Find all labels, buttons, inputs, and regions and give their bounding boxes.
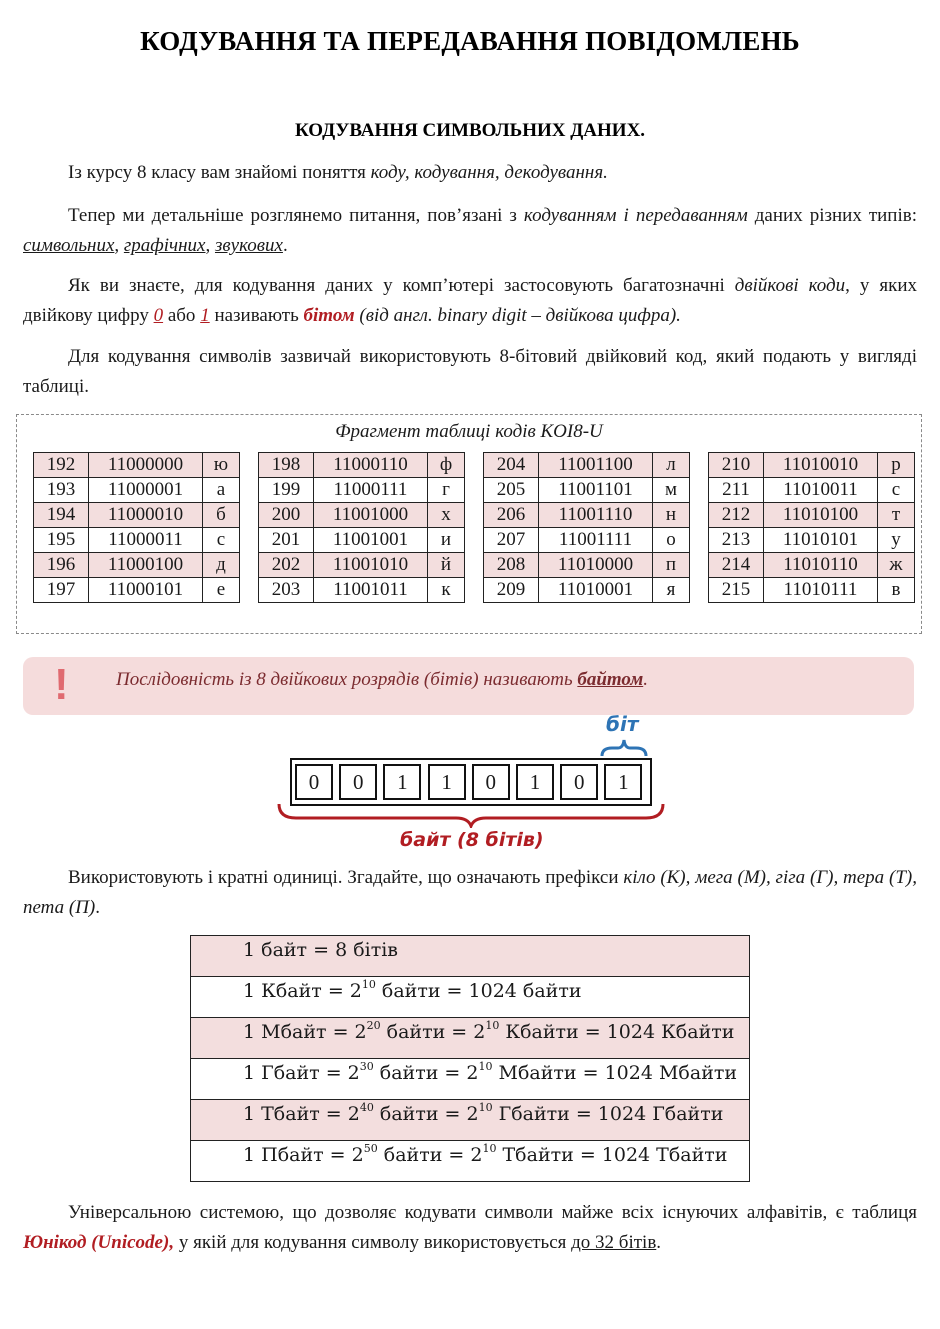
- table-row: [191, 1059, 750, 1100]
- exponent: 10: [478, 1060, 493, 1073]
- code-binary: 11001101: [539, 478, 653, 503]
- bit-cell: 0: [560, 764, 598, 800]
- units-table: [190, 935, 750, 1182]
- text: ,: [205, 235, 215, 256]
- table-row: [34, 528, 915, 553]
- text: Гбайти = 1024 Гбайти: [492, 1103, 724, 1125]
- unit-equation: [191, 1018, 750, 1059]
- code-decimal: 195: [34, 528, 89, 553]
- code-binary: 11001011: [314, 578, 428, 603]
- code-binary: 11000001: [89, 478, 203, 503]
- code-binary: 11001110: [539, 503, 653, 528]
- bit-cell: 1: [428, 764, 466, 800]
- code-symbol: ж: [878, 553, 915, 578]
- code-decimal: 204: [484, 453, 539, 478]
- code-decimal: 202: [259, 553, 314, 578]
- exponent: 10: [485, 1019, 500, 1032]
- text: байти = 2: [373, 1062, 479, 1084]
- text: у якій для кодування символу використовується: [174, 1232, 572, 1253]
- code-decimal: 209: [484, 578, 539, 603]
- code-decimal: 210: [709, 453, 764, 478]
- code-binary: 11000110: [314, 453, 428, 478]
- code-symbol: с: [878, 478, 915, 503]
- exponent: 50: [363, 1142, 378, 1155]
- exponent: 10: [361, 978, 376, 991]
- paragraph-intro: [23, 158, 917, 188]
- code-symbol: х: [428, 503, 465, 528]
- text: Тбайти = 1024 Тбайти: [496, 1144, 728, 1166]
- code-decimal: 212: [709, 503, 764, 528]
- table-gap: [465, 478, 484, 503]
- code-binary: 11010001: [539, 578, 653, 603]
- table-gap: [690, 578, 709, 603]
- table-row: [191, 1100, 750, 1141]
- code-decimal: 201: [259, 528, 314, 553]
- text: ,: [114, 235, 124, 256]
- byte-label: байт (8 бітів): [400, 829, 544, 851]
- text: 1 Кбайт = 2: [243, 980, 362, 1002]
- paragraph-8bit: [23, 342, 917, 402]
- code-symbol: й: [428, 553, 465, 578]
- code-binary: 11000111: [314, 478, 428, 503]
- code-symbol: я: [653, 578, 690, 603]
- bit-cell: 1: [604, 764, 642, 800]
- page-title: КОДУВАННЯ ТА ПЕРЕДАВАННЯ ПОВІДОМЛЕНЬ: [140, 26, 800, 56]
- text: байти = 1024 байти: [375, 980, 582, 1002]
- code-decimal: 194: [34, 503, 89, 528]
- text: , у яких двійкову цифру: [23, 275, 917, 326]
- bit-cell: 1: [383, 764, 421, 800]
- bit-brace-icon: [596, 738, 652, 758]
- code-symbol: ф: [428, 453, 465, 478]
- table-row: [191, 1141, 750, 1182]
- code-decimal: 205: [484, 478, 539, 503]
- term-graphic: графічних: [123, 235, 206, 256]
- code-symbol: в: [878, 578, 915, 603]
- table-gap: [465, 578, 484, 603]
- exponent: 10: [478, 1101, 493, 1114]
- code-decimal: 196: [34, 553, 89, 578]
- unit-equation: [191, 936, 750, 977]
- code-binary: 11000100: [89, 553, 203, 578]
- code-binary: 11010000: [539, 553, 653, 578]
- unit-equation: [191, 1059, 750, 1100]
- code-decimal: 203: [259, 578, 314, 603]
- term-symbolic: символьних: [23, 235, 115, 256]
- code-decimal: 206: [484, 503, 539, 528]
- text: Тепер ми детальніше розглянемо питання, пов’язані з: [68, 205, 524, 226]
- code-symbol: т: [878, 503, 915, 528]
- paragraph-unicode: [23, 1198, 917, 1258]
- text: .: [95, 897, 101, 918]
- text: байти = 2: [380, 1021, 486, 1043]
- table-row: [191, 1018, 750, 1059]
- code-binary: 11001010: [314, 553, 428, 578]
- code-symbol: а: [203, 478, 240, 503]
- code-symbol: р: [878, 453, 915, 478]
- unit-equation: [191, 1100, 750, 1141]
- text: Використовують і кратні одиниці. Згадайте, що означають префікси: [68, 867, 624, 888]
- code-binary: 11010111: [764, 578, 878, 603]
- text: 1 байт = 8 бітів: [243, 939, 398, 961]
- term-italic: кіло (К), мега (М), гіга (Г), тера (Т), пета (П): [23, 867, 917, 918]
- text: або: [163, 305, 201, 326]
- table-gap: [465, 503, 484, 528]
- text: 1 Пбайт = 2: [243, 1144, 364, 1166]
- digit-zero: 0: [153, 305, 164, 326]
- callout-text: [116, 669, 648, 691]
- exponent: 30: [359, 1060, 374, 1073]
- code-symbol: д: [203, 553, 240, 578]
- code-symbol: с: [203, 528, 240, 553]
- code-binary: 11010110: [764, 553, 878, 578]
- term-audio: звукових: [214, 235, 283, 256]
- text: .: [643, 669, 648, 690]
- koi-table-caption: Фрагмент таблиці кодів KOI8-U: [335, 421, 603, 442]
- table-gap: [240, 503, 259, 528]
- table-row: [34, 553, 915, 578]
- table-gap: [465, 453, 484, 478]
- code-binary: 11000000: [89, 453, 203, 478]
- term-32-bits: до 32 бітів: [571, 1232, 657, 1253]
- byte-brace-icon: [276, 800, 666, 828]
- code-symbol: е: [203, 578, 240, 603]
- code-binary: 11001000: [314, 503, 428, 528]
- code-symbol: ю: [203, 453, 240, 478]
- code-decimal: 197: [34, 578, 89, 603]
- code-decimal: 207: [484, 528, 539, 553]
- text: .: [656, 1232, 662, 1253]
- term-bit: бітом: [303, 305, 355, 326]
- table-row: [191, 977, 750, 1018]
- table-row: [191, 936, 750, 977]
- table-gap: [690, 478, 709, 503]
- unit-equation: [191, 977, 750, 1018]
- table-row: [34, 503, 915, 528]
- code-binary: 11000011: [89, 528, 203, 553]
- bit-cell: 0: [295, 764, 333, 800]
- code-decimal: 208: [484, 553, 539, 578]
- term-italic: (від англ. binary digit – двійкова цифра).: [354, 305, 681, 326]
- bit-cell: 0: [472, 764, 510, 800]
- code-binary: 11010101: [764, 528, 878, 553]
- text: Для кодування символів зазвичай використовують 8-бітовий двійковий код, який подають у вигляді таблиці.: [23, 346, 917, 397]
- text: Мбайти = 1024 Мбайти: [492, 1062, 738, 1084]
- code-symbol: м: [653, 478, 690, 503]
- code-symbol: у: [878, 528, 915, 553]
- text: .: [282, 235, 288, 256]
- table-gap: [690, 528, 709, 553]
- bit-label: біт: [606, 712, 639, 736]
- table-row: [34, 578, 915, 603]
- koi-table: [33, 452, 915, 603]
- table-row: [34, 478, 915, 503]
- code-symbol: и: [428, 528, 465, 553]
- text: Універсальною системою, що дозволяє кодувати символи майже всіх існуючих алфавітів, є таблиця: [68, 1202, 917, 1223]
- table-gap: [690, 553, 709, 578]
- text: Із курсу 8 класу вам знайомі поняття: [68, 162, 371, 183]
- code-decimal: 193: [34, 478, 89, 503]
- text: байти = 2: [377, 1144, 483, 1166]
- code-binary: 11000101: [89, 578, 203, 603]
- code-decimal: 200: [259, 503, 314, 528]
- exponent: 20: [366, 1019, 381, 1032]
- code-decimal: 199: [259, 478, 314, 503]
- paragraph-bit: [23, 271, 917, 331]
- code-decimal: 211: [709, 478, 764, 503]
- text: називають: [209, 305, 304, 326]
- code-symbol: л: [653, 453, 690, 478]
- text: Як ви знаєте, для кодування даних у комп’ютері застосовують багатозначні: [68, 275, 735, 296]
- code-binary: 11000010: [89, 503, 203, 528]
- text: 1 Тбайт = 2: [243, 1103, 360, 1125]
- code-binary: 11001111: [539, 528, 653, 553]
- code-symbol: г: [428, 478, 465, 503]
- exponent: 10: [482, 1142, 497, 1155]
- exponent: 40: [359, 1101, 374, 1114]
- bit-cell: 0: [339, 764, 377, 800]
- text: 1 Мбайт = 2: [243, 1021, 367, 1043]
- code-decimal: 192: [34, 453, 89, 478]
- paragraph-types: [23, 201, 917, 261]
- exclamation-icon: !: [54, 660, 69, 709]
- table-gap: [690, 503, 709, 528]
- table-gap: [465, 528, 484, 553]
- term-italic: коду, кодування, декодування.: [370, 162, 608, 183]
- unit-equation: [191, 1141, 750, 1182]
- code-symbol: п: [653, 553, 690, 578]
- table-gap: [240, 578, 259, 603]
- code-binary: 11001001: [314, 528, 428, 553]
- digit-one: 1: [200, 305, 210, 326]
- table-gap: [240, 453, 259, 478]
- code-binary: 11010100: [764, 503, 878, 528]
- table-gap: [240, 528, 259, 553]
- bit-cell: 1: [516, 764, 554, 800]
- code-decimal: 198: [259, 453, 314, 478]
- code-decimal: 214: [709, 553, 764, 578]
- term-italic: двійкові коди: [734, 275, 846, 296]
- paragraph-prefixes: [23, 863, 917, 923]
- term-italic: кодуванням і передаванням: [523, 205, 748, 226]
- code-binary: 11001100: [539, 453, 653, 478]
- code-symbol: к: [428, 578, 465, 603]
- table-row: [34, 453, 915, 478]
- text: Послідовність із 8 двійкових розрядів (бітів) називають: [116, 669, 578, 690]
- table-gap: [465, 553, 484, 578]
- table-gap: [690, 453, 709, 478]
- code-symbol: н: [653, 503, 690, 528]
- text: байти = 2: [373, 1103, 479, 1125]
- term-unicode: Юнікод (Unicode),: [23, 1232, 175, 1253]
- code-binary: 11010011: [764, 478, 878, 503]
- code-symbol: о: [653, 528, 690, 553]
- term-byte: байтом: [577, 669, 644, 690]
- code-symbol: б: [203, 503, 240, 528]
- text: Кбайти = 1024 Кбайти: [499, 1021, 735, 1043]
- text: 1 Гбайт = 2: [243, 1062, 360, 1084]
- code-decimal: 213: [709, 528, 764, 553]
- table-gap: [240, 478, 259, 503]
- code-binary: 11010010: [764, 453, 878, 478]
- section-title: КОДУВАННЯ СИМВОЛЬНИХ ДАНИХ.: [294, 120, 646, 141]
- table-gap: [240, 553, 259, 578]
- code-decimal: 215: [709, 578, 764, 603]
- text: даних різних типів:: [747, 205, 917, 226]
